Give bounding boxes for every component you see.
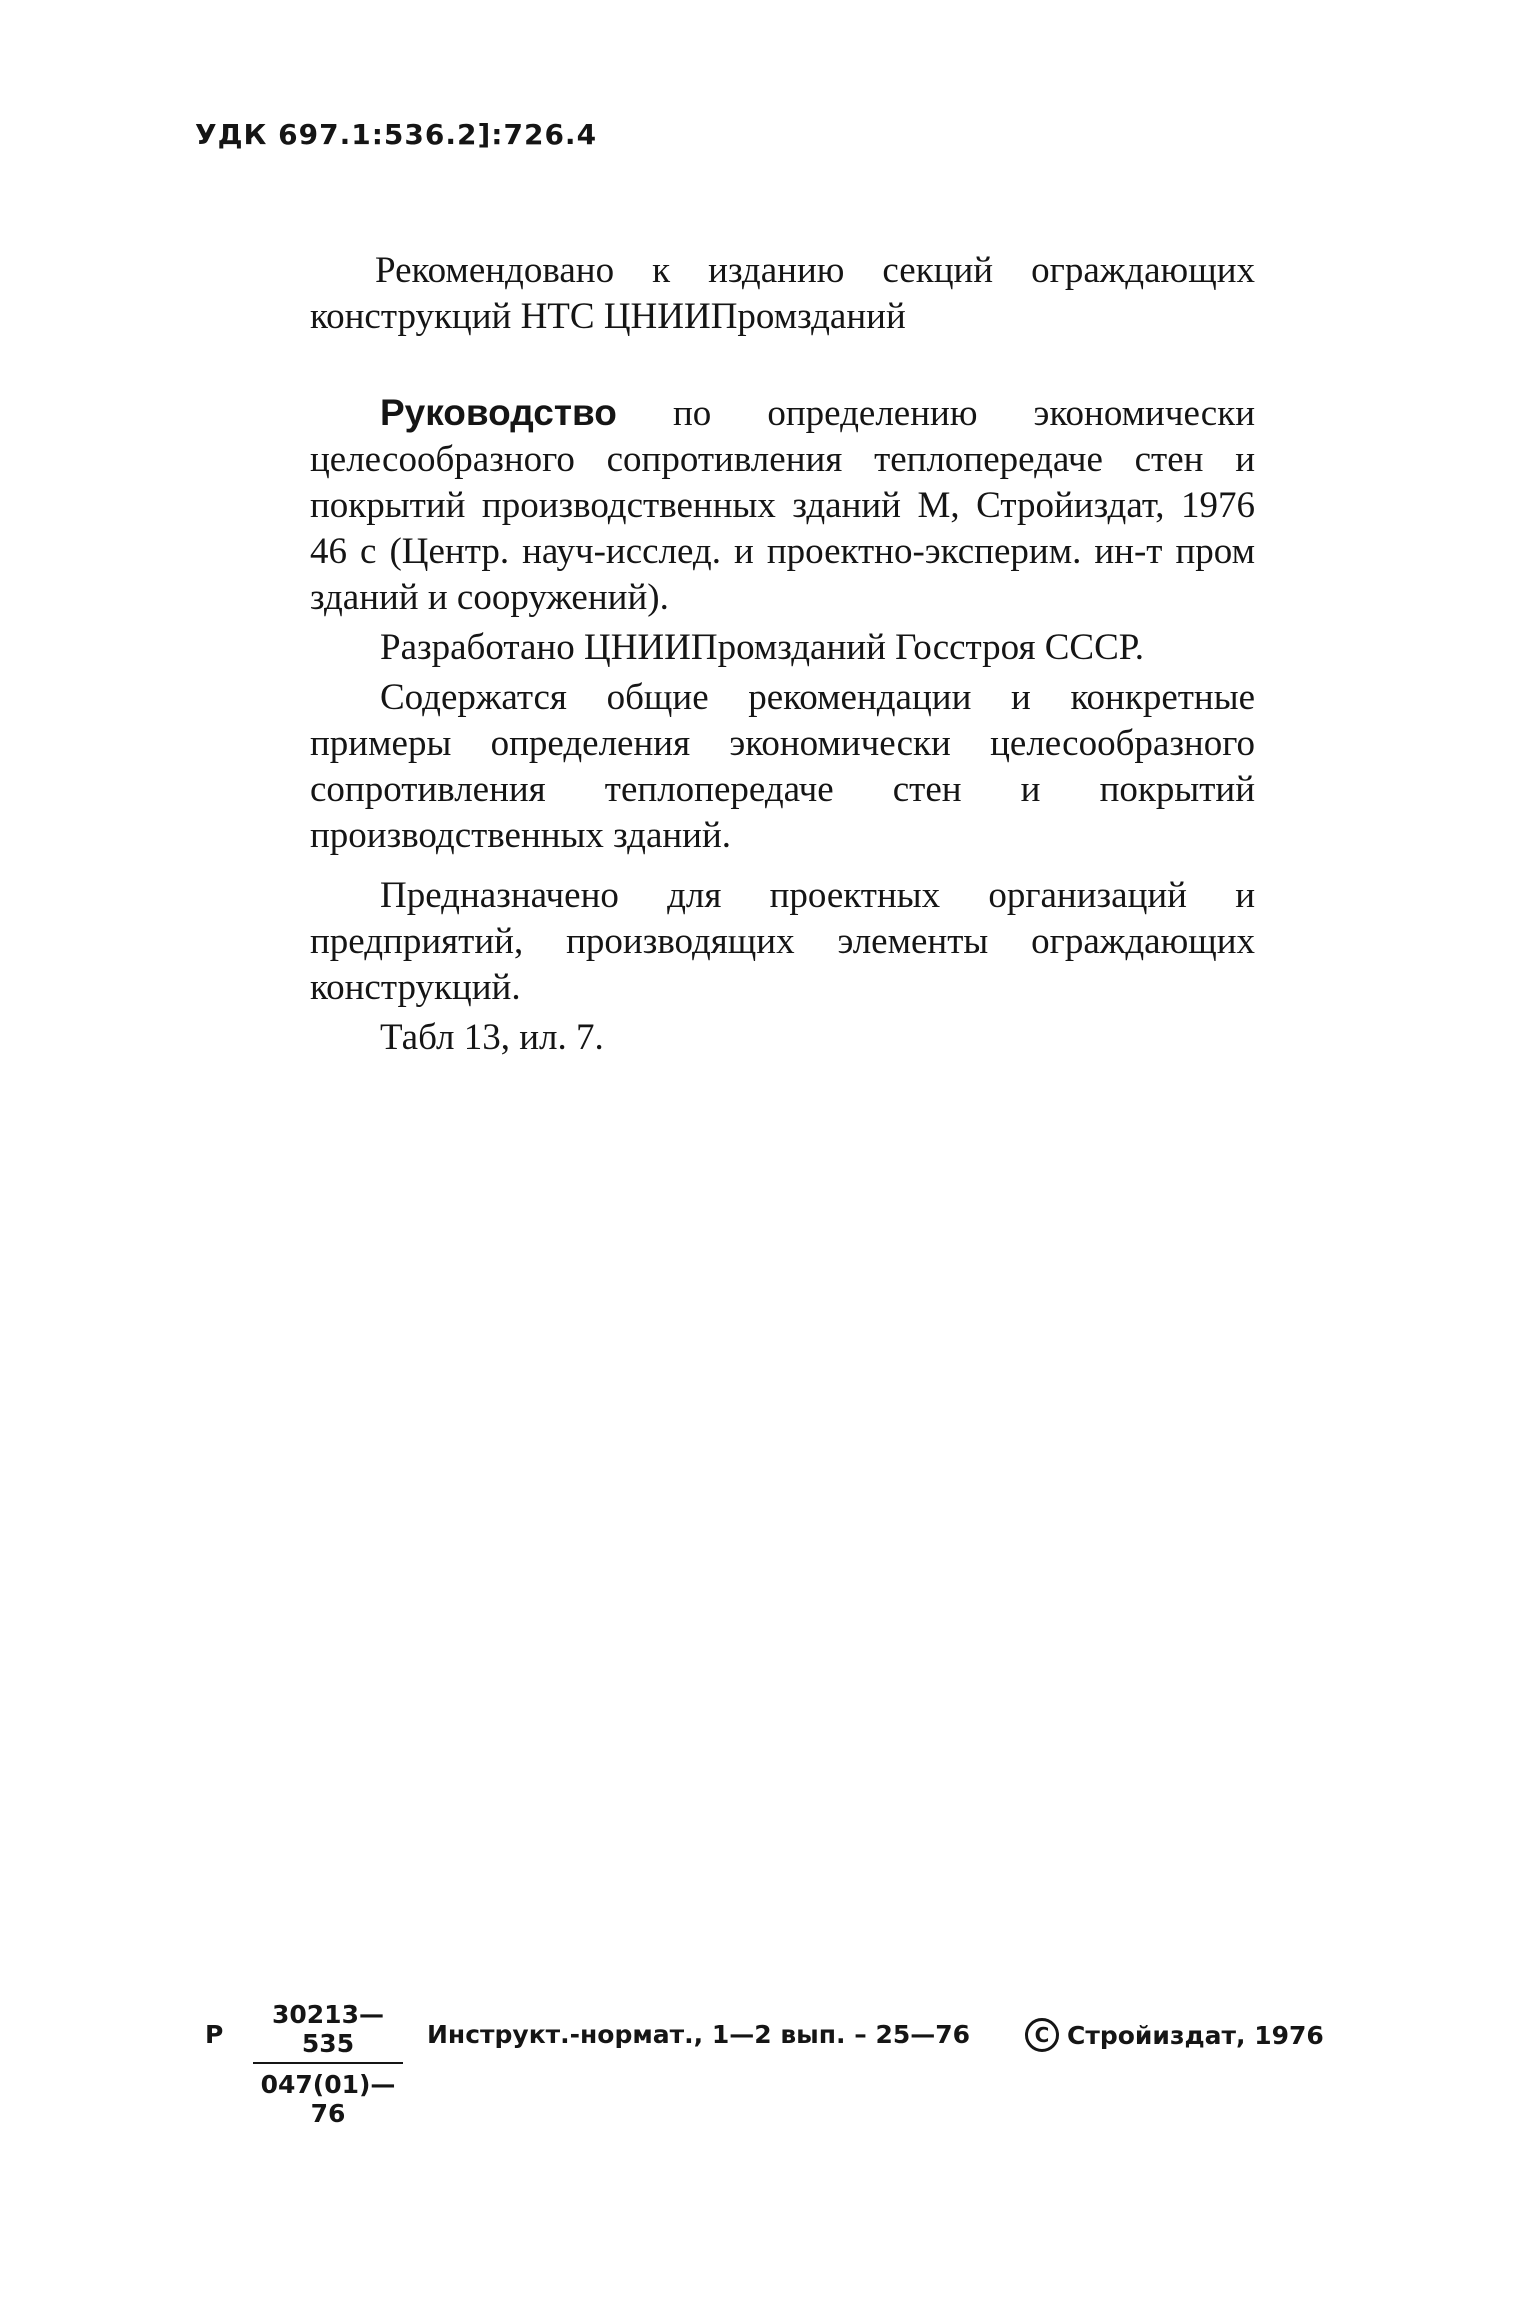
abstract xyxy=(310,390,1255,1061)
imprint-series: Инструкт.-нормат., 1—2 вып. – 25—76 xyxy=(427,2020,971,2049)
abstract-description: по определению экономически целесообразного сопротивления теплопередаче стен и покрытий производственных зданий М, Стройиздат, 1976 46 с (Центр. науч-исслед. и проектно-эксперим. ин-т пром зданий и сооружений). xyxy=(310,393,1255,618)
abstract-paragraph-2: Разработано ЦНИИПромзданий Госстроя СССР. xyxy=(380,627,1144,668)
copyright xyxy=(1025,2018,1324,2052)
abstract-paragraph-1 xyxy=(310,390,1255,621)
imprint-denominator: 047(01)—76 xyxy=(260,2070,396,2128)
imprint-numerator: 30213—535 xyxy=(253,2000,403,2064)
abstract-title: Руководство xyxy=(380,392,617,433)
imprint-letter: Р xyxy=(205,2020,224,2049)
copyright-publisher: Стройиздат, 1976 xyxy=(1067,2020,1324,2050)
abstract-paragraph-5: Табл 13, ил. 7. xyxy=(380,1017,604,1058)
abstract-paragraph-4: Предназначено для проектных организаций и предприятий, производящих элементы ограждающих конструкций. xyxy=(310,875,1255,1008)
udk-code: УДК 697.1:536.2]:726.4 xyxy=(195,118,598,151)
recommendation-note: Рекомендовано к изданию секций ограждающих конструкций НТС ЦНИИПромзданий xyxy=(310,250,1255,337)
abstract-paragraph-3: Содержатся общие рекомендации и конкретные примеры определения экономически целесообразного сопротивления теплопередаче стен и покрытий производственных зданий. xyxy=(310,677,1255,856)
imprint-footer xyxy=(205,2000,1335,2128)
imprint-index-fraction xyxy=(253,2000,403,2128)
copyright-icon: C xyxy=(1025,2018,1059,2052)
